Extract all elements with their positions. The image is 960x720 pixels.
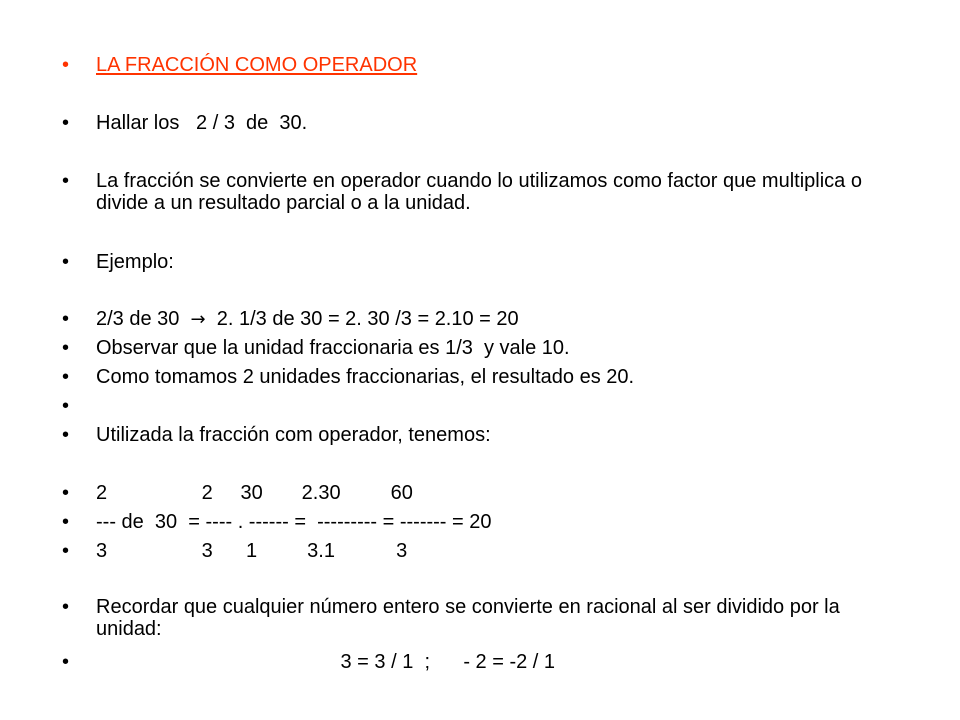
- list-item: [62, 112, 922, 178]
- denominator-row: 3 3 1 3.1 3: [96, 540, 408, 562]
- bullet: •: [62, 424, 70, 446]
- bullet: •: [62, 251, 70, 273]
- slide-title: [62, 54, 922, 120]
- item-text: Ejemplo:: [96, 251, 174, 273]
- list-item: [62, 170, 922, 236]
- bullet: •: [62, 540, 70, 562]
- bullet: •: [62, 395, 70, 417]
- bullet: •: [62, 482, 70, 504]
- item-text: 3 = 3 / 1 ; - 2 = -2 / 1: [96, 651, 556, 673]
- fraction-bar-row: --- de 30 = ---- . ------ = --------- = ------- = 20: [96, 511, 492, 533]
- bullet: •: [62, 511, 70, 533]
- example-right: 2. 1/3 de 30 = 2. 30 /3 = 2.10 = 20: [205, 308, 519, 330]
- item-text: Hallar los 2 / 3 de 30.: [96, 112, 308, 134]
- item-text: La fracción se convierte en operador cuando lo utilizamos como factor que multiplica o divide a un resultado parcial o a la unidad.: [96, 170, 868, 214]
- bullet: •: [62, 308, 70, 330]
- item-text: Utilizada la fracción com operador, tenemos:: [96, 424, 491, 446]
- list-item: [62, 424, 922, 490]
- bullet: •: [62, 112, 70, 134]
- arrow-right-icon: →: [190, 309, 206, 330]
- item-text: [96, 308, 519, 331]
- example-left: 2/3 de 30: [96, 308, 191, 330]
- bullet: •: [62, 170, 70, 192]
- item-text: Recordar que cualquier número entero se convierte en racional al ser dividido por la unidad:: [96, 596, 846, 640]
- bullet: •: [62, 54, 70, 76]
- bullet: •: [62, 337, 70, 359]
- numerator-row: 2 2 30 2.30 60: [96, 482, 413, 504]
- item-text: Como tomamos 2 unidades fraccionarias, el resultado es 20.: [96, 366, 635, 388]
- item-text: Observar que la unidad fraccionaria es 1/3 y vale 10.: [96, 337, 570, 359]
- title-text: LA FRACCIÓN COMO OPERADOR: [96, 54, 418, 76]
- bullet: •: [62, 651, 70, 673]
- bullet: •: [62, 596, 70, 618]
- list-item: [62, 651, 922, 717]
- bullet: •: [62, 366, 70, 388]
